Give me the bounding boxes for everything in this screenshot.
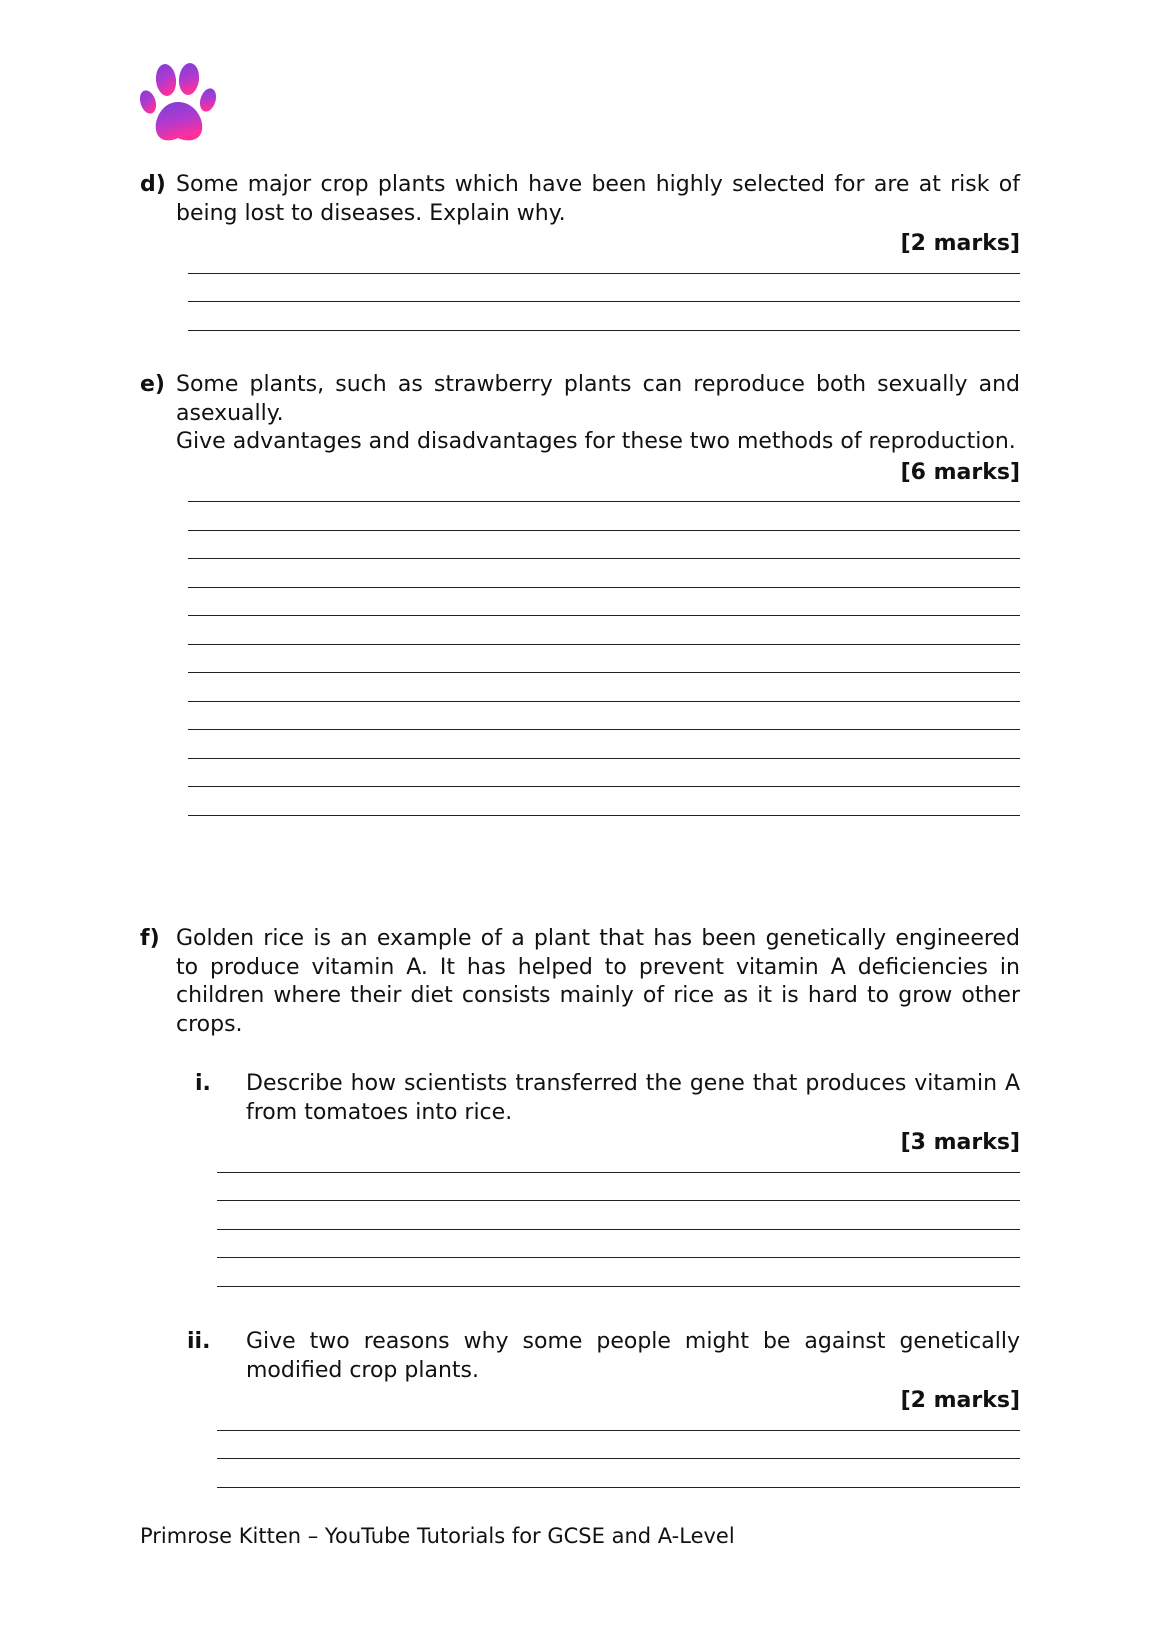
answer-line[interactable]	[217, 1459, 1020, 1488]
answer-line[interactable]	[188, 474, 1020, 503]
subquestion-label: ii.	[187, 1329, 211, 1354]
question-text-part-2: Give advantages and disadvantages for these two methods of reproduction.	[176, 429, 1016, 454]
answer-line[interactable]	[217, 1201, 1020, 1230]
answer-line[interactable]	[188, 645, 1020, 674]
answer-line[interactable]	[217, 1402, 1020, 1431]
answer-line[interactable]	[188, 245, 1020, 274]
question-f	[140, 925, 1020, 1039]
question-text	[176, 371, 1020, 457]
question-text: Golden rice is an example of a plant that has been genetically engineered to produce vitamin A. It has helped to prevent vitamin A deficiencies in children where their diet consists mainly of rice as it is hard to grow other crops.	[176, 926, 1020, 1037]
answer-line[interactable]	[188, 274, 1020, 303]
answer-line[interactable]	[217, 1258, 1020, 1287]
question-text: Some major crop plants which have been highly selected for are at risk of being lost to diseases. Explain why.	[176, 172, 1020, 226]
marks-label: [2 marks]	[900, 1388, 1020, 1413]
answer-line[interactable]	[217, 1144, 1020, 1173]
question-label: e)	[140, 372, 165, 397]
answer-line[interactable]	[217, 1431, 1020, 1460]
marks-label: [3 marks]	[900, 1130, 1020, 1155]
subquestion-label: i.	[195, 1071, 211, 1096]
footer-text: Primrose Kitten – YouTube Tutorials for GCSE and A-Level	[140, 1524, 735, 1548]
answer-line[interactable]	[217, 1230, 1020, 1259]
answer-lines	[217, 1144, 1020, 1287]
marks-label: [2 marks]	[900, 231, 1020, 256]
answer-line[interactable]	[188, 787, 1020, 816]
question-e	[140, 371, 1020, 816]
answer-lines	[188, 245, 1020, 331]
marks-label: [6 marks]	[900, 459, 1020, 485]
answer-line[interactable]	[217, 1173, 1020, 1202]
answer-lines	[217, 1402, 1020, 1488]
subquestion-ii	[140, 1328, 1020, 1488]
answer-line[interactable]	[188, 730, 1020, 759]
answer-line[interactable]	[188, 588, 1020, 617]
subquestion-text: Describe how scientists transferred the gene that produces vitamin A from tomatoes into rice.	[246, 1071, 1020, 1125]
answer-line[interactable]	[188, 702, 1020, 731]
question-text-part-1: Some plants, such as strawberry plants can reproduce both sexually and asexually.	[176, 372, 1020, 426]
answer-line[interactable]	[188, 759, 1020, 788]
answer-line[interactable]	[188, 673, 1020, 702]
answer-line[interactable]	[188, 616, 1020, 645]
answer-line[interactable]	[188, 302, 1020, 331]
answer-lines	[188, 474, 1020, 816]
answer-line[interactable]	[188, 531, 1020, 560]
subquestion-i	[140, 1070, 1020, 1287]
question-d	[140, 171, 1020, 331]
question-label: d)	[140, 172, 166, 197]
answer-line[interactable]	[188, 559, 1020, 588]
answer-line[interactable]	[188, 502, 1020, 531]
logo	[140, 62, 220, 148]
paw-print-icon	[140, 62, 220, 148]
question-label: f)	[140, 926, 160, 951]
subquestion-text: Give two reasons why some people might be against genetically modified crop plants.	[246, 1329, 1020, 1383]
